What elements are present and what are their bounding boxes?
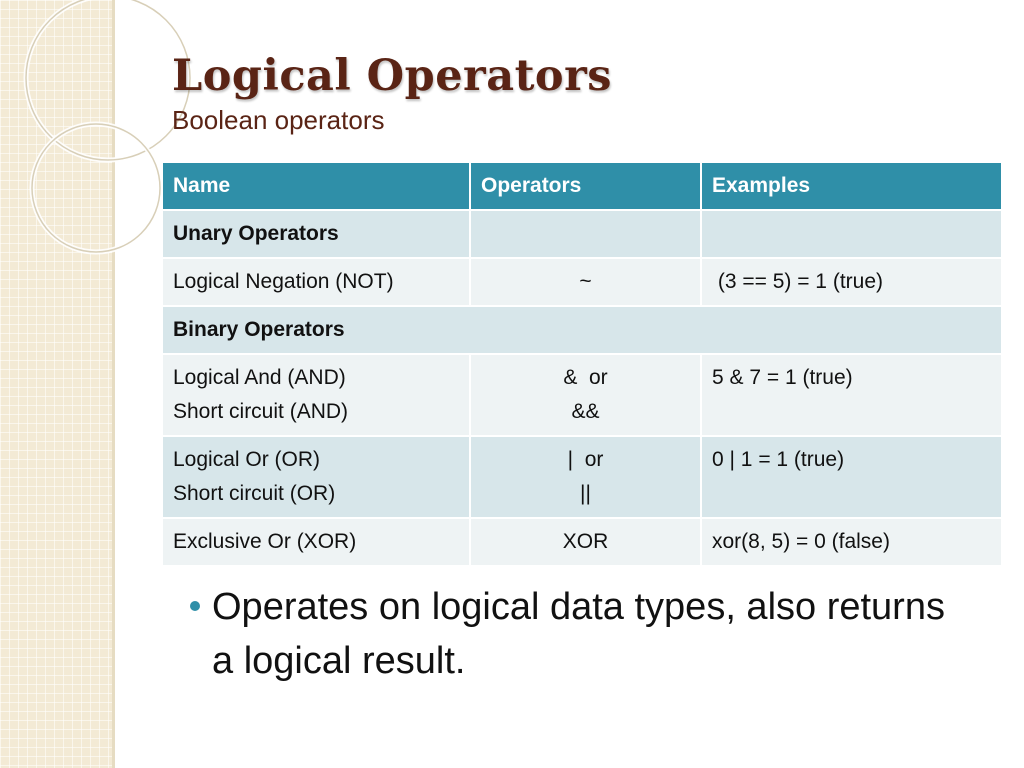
unary-group-label: Unary Operators [162,210,470,258]
header-name: Name [162,162,470,210]
table-row-binary-group [162,306,1002,354]
and-op-line2: && [571,400,600,423]
bullet-item: Operates on logical data types, also returns a logical result. [212,586,945,682]
table-row-negation [162,258,1002,306]
and-example: 5 & 7 = 1 (true) [701,354,1002,436]
negation-name: Logical Negation (NOT) [162,258,470,306]
and-name [162,354,470,436]
and-op-line1: & or [563,366,608,389]
or-op-line1: | or [567,448,604,471]
header-operators: Operators [470,162,701,210]
xor-example: xor(8, 5) = 0 (false) [701,518,1002,566]
negation-example: (3 == 5) = 1 (true) [701,258,1002,306]
header-examples: Examples [701,162,1002,210]
empty-cell [470,210,701,258]
table-row-xor [162,518,1002,566]
binary-group-label: Binary Operators [162,306,1002,354]
or-name [162,436,470,518]
and-name-line2: Short circuit (AND) [173,400,349,423]
operators-table [161,161,1003,567]
table-row-and [162,354,1002,436]
or-op-line2: || [580,482,591,505]
negation-operator: ~ [470,258,701,306]
table-row-unary-group [162,210,1002,258]
xor-operator: XOR [470,518,701,566]
slide-title: Logical Operators [172,51,612,101]
or-name-line2: Short circuit (OR) [173,482,336,505]
bullet-dot-icon [190,601,200,611]
title-block [172,50,612,136]
or-operators [470,436,701,518]
empty-cell [701,210,1002,258]
table-header-row [162,162,1002,210]
xor-name: Exclusive Or (XOR) [162,518,470,566]
bullet-list [190,580,970,688]
deco-circle-small-outline [32,124,160,252]
and-operators [470,354,701,436]
deco-circle-large-outline [26,0,190,160]
and-name-line1: Logical And (AND) [173,366,346,389]
or-name-line1: Logical Or (OR) [173,448,321,471]
slide-subtitle: Boolean operators [172,105,385,135]
or-example: 0 | 1 = 1 (true) [701,436,1002,518]
table-row-or [162,436,1002,518]
